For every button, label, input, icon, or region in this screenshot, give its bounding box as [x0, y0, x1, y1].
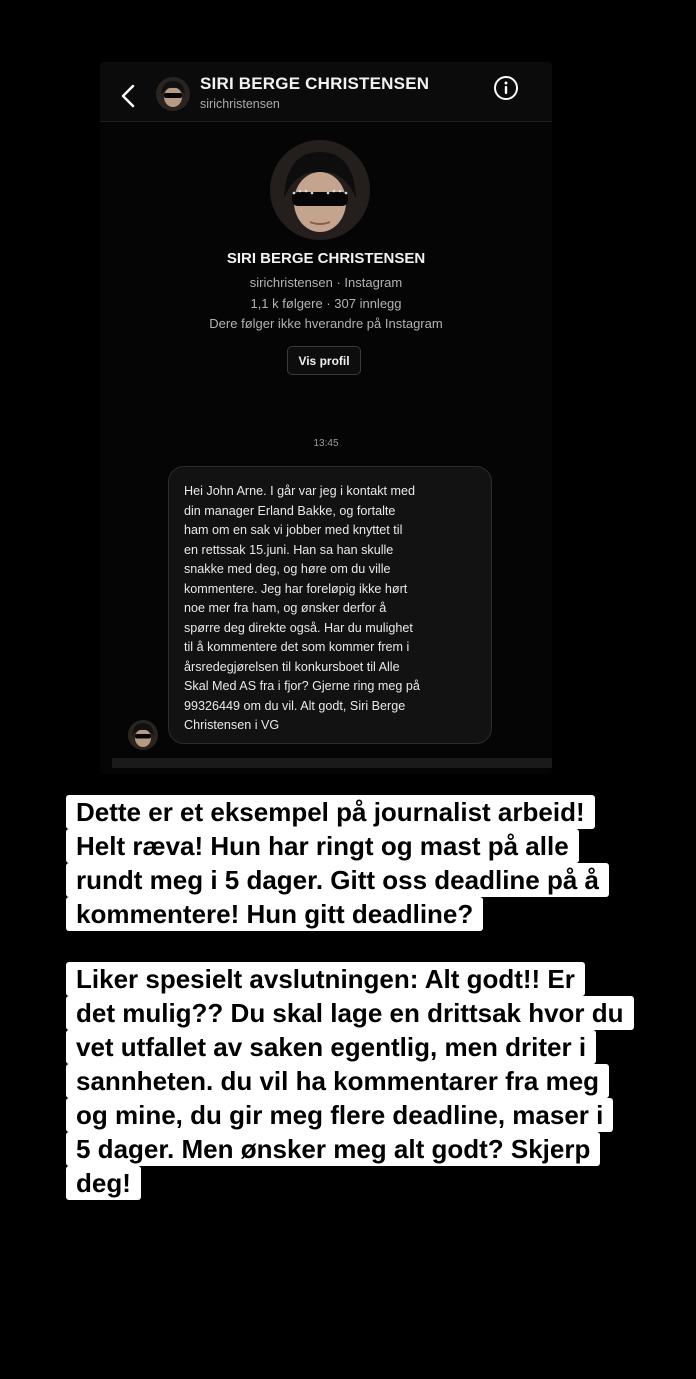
chevron-left-icon — [121, 84, 135, 108]
view-profile-button[interactable]: Vis profil — [287, 346, 361, 375]
profile-stats: 1,1 k følgere · 307 innlegg — [250, 296, 402, 311]
caption-line: og mine, du gir meg flere deadline, maser i — [66, 1098, 613, 1132]
message-line: årsredegjørelsen til konkursboet til Alle — [184, 659, 400, 674]
message-line: en rettssak 15.juni. Han sa han skulle — [184, 542, 394, 557]
profile-relation: Dere følger ikke hverandre på Instagram — [209, 316, 443, 331]
avatar[interactable] — [156, 77, 190, 111]
caption-line: kommentere! Hun gitt deadline? — [66, 897, 483, 931]
profile-name: SIRI BERGE CHRISTENSEN — [226, 250, 426, 267]
caption-line: Liker spesielt avslutningen: Alt godt!! Er — [66, 962, 585, 996]
message-line: noe mer fra ham, og ønsker derfor å — [184, 601, 387, 615]
caption-second — [66, 962, 634, 1200]
dm-screenshot — [100, 62, 552, 774]
header-handle: sirichristensen — [200, 97, 280, 111]
message-timestamp: 13:45 — [313, 438, 339, 449]
caption-line: Dette er et eksempel på journalist arbeid! — [66, 795, 595, 829]
message-line: kommentere. Jeg har foreløpig ikke hørt — [184, 581, 408, 596]
message-line: ham om en sak vi jobber med knyttet til — [184, 523, 403, 537]
caption-line: vet utfallet av saken egentlig, men driter i — [66, 1030, 596, 1064]
info-button[interactable] — [493, 75, 519, 101]
message-line: 99326449 om du vil. Alt godt, Siri Berge — [184, 698, 406, 713]
message-bubble[interactable] — [168, 466, 492, 744]
profile-avatar[interactable] — [270, 140, 370, 240]
caption-line: deg! — [66, 1166, 141, 1200]
message-line: til å kommentere det som kommer frem i — [184, 640, 410, 654]
back-button[interactable] — [118, 82, 138, 110]
message-line: Christensen i VG — [184, 718, 280, 732]
info-icon — [493, 75, 519, 101]
caption-first — [66, 795, 609, 931]
message-line: spørre deg direkte også. Har du mulighet — [184, 620, 413, 635]
caption-line: rundt meg i 5 dager. Gitt oss deadline på å — [66, 863, 609, 897]
caption-line: sannheten. du vil ha kommentarer fra meg — [66, 1064, 609, 1098]
caption-line: det mulig?? Du skal lage en drittsak hvor du — [66, 996, 634, 1030]
caption-line: 5 dager. Men ønsker meg alt godt? Skjerp — [66, 1132, 600, 1166]
message-line: snakke med deg, og høre om du ville — [184, 562, 391, 576]
caption-line: Helt ræva! Hun har ringt og mast på alle — [66, 829, 579, 863]
composer-edge — [112, 758, 552, 768]
message-line: Skal Med AS fra i fjor? Gjerne ring meg på — [184, 679, 420, 693]
message-avatar[interactable] — [128, 720, 158, 750]
chat-header — [100, 62, 552, 122]
profile-subtitle: sirichristensen · Instagram — [249, 275, 403, 290]
message-line: Hei John Arne. I går var jeg i kontakt med — [184, 484, 416, 498]
message-line: din manager Erland Bakke, og fortalte — [184, 503, 396, 518]
header-name[interactable]: SIRI BERGE CHRISTENSEN — [200, 74, 430, 93]
